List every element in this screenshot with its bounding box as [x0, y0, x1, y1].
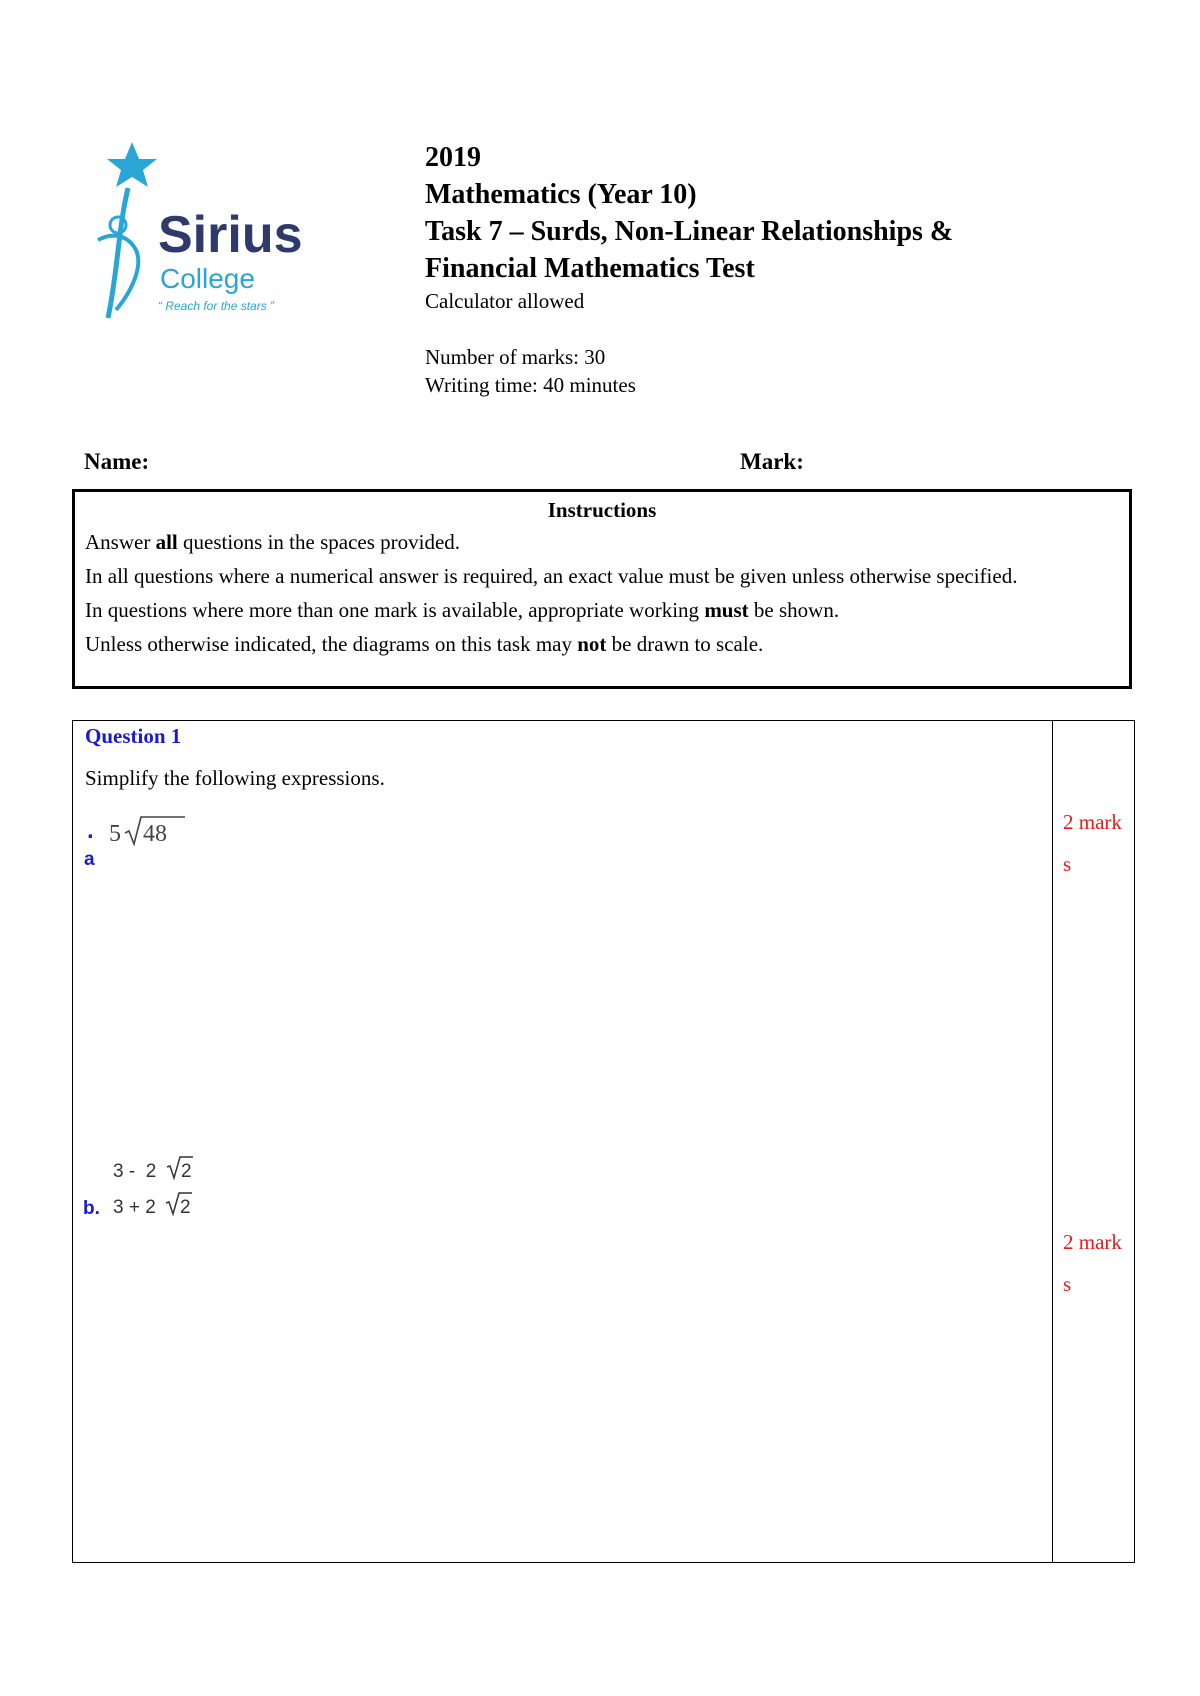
writing-time: Writing time: 40 minutes [425, 373, 636, 397]
instruction-line-3: In questions where more than one mark is available, appropriate working must be shown. [85, 598, 840, 622]
instructions-title: Instructions [547, 498, 657, 522]
test-task-line1: Task 7 – Surds, Non-Linear Relationships & [425, 216, 954, 247]
instruction-line-1: Answer all questions in the spaces provided. [85, 530, 461, 554]
marks-count: Number of marks: 30 [425, 345, 606, 369]
part-a-expression [109, 813, 229, 849]
part-a-coefficient: 5 [109, 821, 121, 847]
test-subject: Mathematics (Year 10) [425, 179, 697, 210]
instruction-line-2: In all questions where a numerical answer is required, an exact value must be given unless otherwise specified. [85, 564, 1018, 588]
college-logo [88, 140, 328, 340]
test-task-line2: Financial Mathematics Test [425, 253, 755, 284]
logo-graphic [88, 140, 328, 340]
marks-column-divider [1052, 721, 1053, 1562]
question-1-label: Question 1 [85, 724, 182, 748]
part-b-denominator-lead: 3 + 2 [113, 1197, 156, 1218]
logo-motto: “ Reach for the stars ” [158, 299, 275, 313]
test-year: 2019 [425, 142, 481, 173]
part-b-expression [113, 1151, 233, 1223]
calculator-note: Calculator allowed [425, 289, 585, 313]
part-b-marks: 2 marks [1063, 1230, 1122, 1296]
star-icon [107, 142, 157, 187]
logo-sub: College [160, 263, 255, 294]
test-header [425, 140, 1125, 399]
part-a-dot: . [87, 817, 94, 844]
part-b-denominator-radicand: 2 [180, 1197, 191, 1218]
part-b-numerator-radicand: 2 [181, 1161, 192, 1182]
part-a-label: a [84, 849, 95, 870]
mark-label: Mark: [740, 449, 804, 474]
part-b-numerator-lead: 3 - 2 [113, 1161, 157, 1182]
instructions-box [72, 489, 1132, 689]
question-1-text: Simplify the following expressions. [85, 766, 385, 790]
part-a-marks: 2 marks [1063, 810, 1122, 876]
part-a-radicand: 48 [143, 821, 167, 847]
part-b-label: b. [83, 1198, 100, 1219]
name-label: Name: [84, 449, 150, 474]
question-1-table [72, 720, 1135, 1563]
instruction-line-4: Unless otherwise indicated, the diagrams on this task may not be drawn to scale. [85, 632, 764, 656]
logo-name: Sirius [158, 206, 303, 264]
